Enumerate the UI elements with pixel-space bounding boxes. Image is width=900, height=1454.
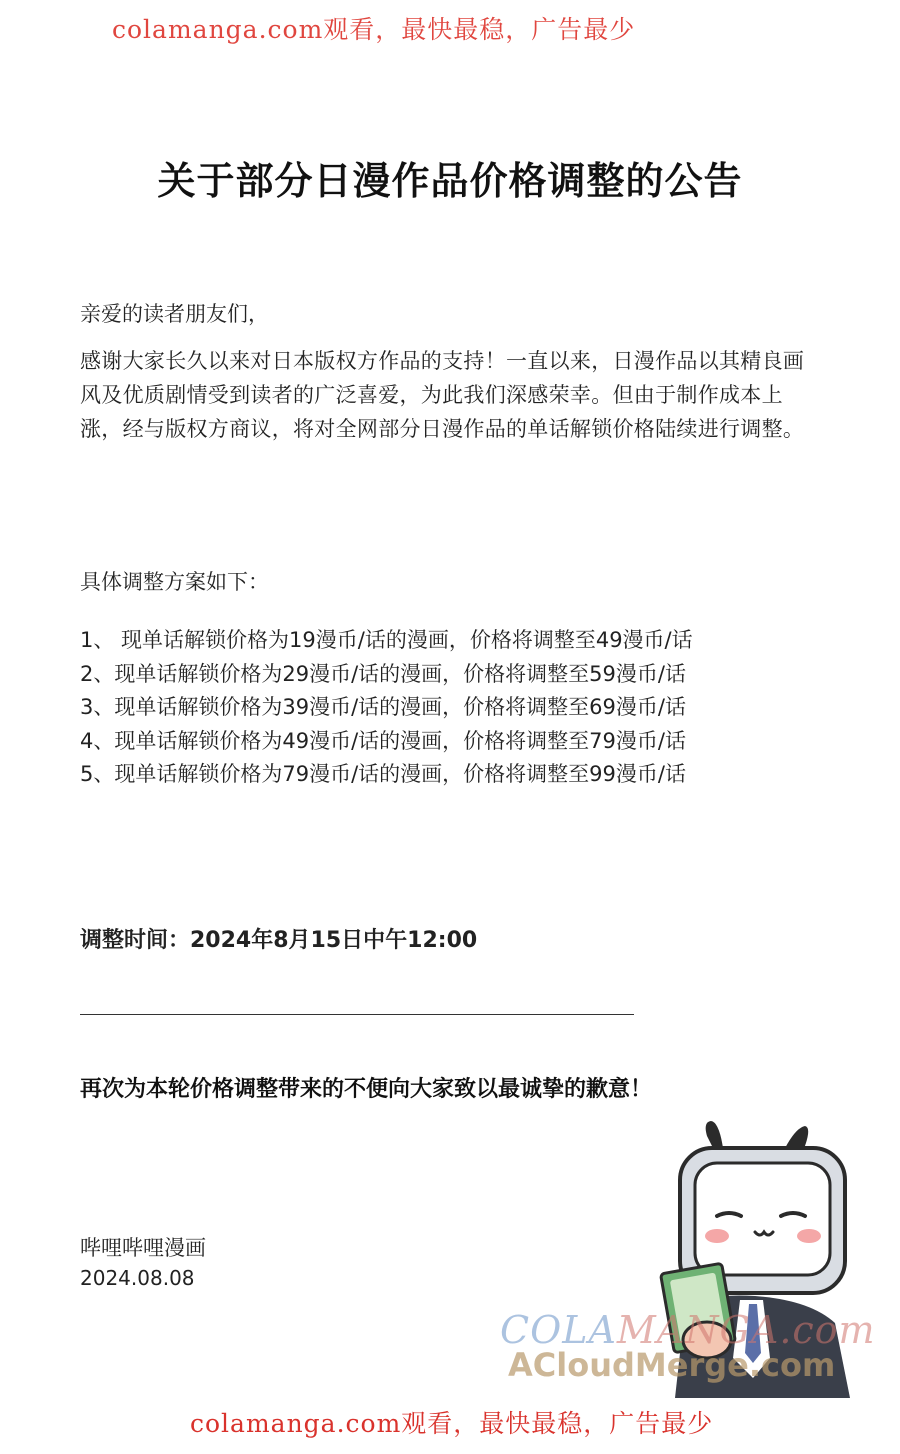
signer-name: 哔哩哔哩漫画 — [80, 1236, 206, 1260]
plan-item: 3、现单话解锁价格为39漫币/话的漫画，价格将调整至69漫币/话 — [80, 695, 686, 719]
plan-list — [80, 624, 693, 792]
adjust-time: 调整时间：2024年8月15日中午12:00 — [80, 928, 478, 953]
notice-body: 感谢大家长久以来对日本版权方作品的支持！一直以来，日漫作品以其精良画风及优质剧情受到读者的广泛喜爱，为此我们深感荣幸。但由于制作成本上涨，经与版权方商议，将对全网部分日漫作品的单话解锁价格陆续进行调整。 — [80, 349, 805, 441]
plan-item: 2、现单话解锁价格为29漫币/话的漫画，价格将调整至59漫币/话 — [80, 661, 686, 686]
watermark-top: colamanga.com观看，最快最稳，广告最少 — [112, 15, 636, 44]
logo-watermark-line2: ACloudMerge.com — [508, 1346, 836, 1384]
logo-part2: MANGA — [616, 1308, 780, 1352]
sign-date: 2024.08.08 — [80, 1266, 195, 1290]
plan-heading: 具体调整方案如下： — [80, 570, 269, 594]
apology-text: 再次为本轮价格调整带来的不便向大家致以最诚挚的歉意！ — [80, 1077, 653, 1102]
logo-part1: COLA — [500, 1308, 617, 1352]
plan-item: 1、 现单话解锁价格为19漫币/话的漫画，价格将调整至49漫币/话 — [80, 628, 693, 652]
plan-item: 5、现单话解锁价格为79漫币/话的漫画，价格将调整至99漫币/话 — [80, 762, 686, 786]
logo-part3: .com — [779, 1308, 876, 1352]
divider — [80, 1014, 634, 1015]
plan-item: 4、现单话解锁价格为49漫币/话的漫画，价格将调整至79漫币/话 — [80, 728, 686, 753]
greeting: 亲爱的读者朋友们， — [80, 302, 269, 326]
notice-title: 关于部分日漫作品价格调整的公告 — [157, 159, 743, 203]
watermark-bottom: colamanga.com观看，最快最稳，广告最少 — [190, 1409, 714, 1438]
logo-watermark — [500, 1308, 900, 1388]
